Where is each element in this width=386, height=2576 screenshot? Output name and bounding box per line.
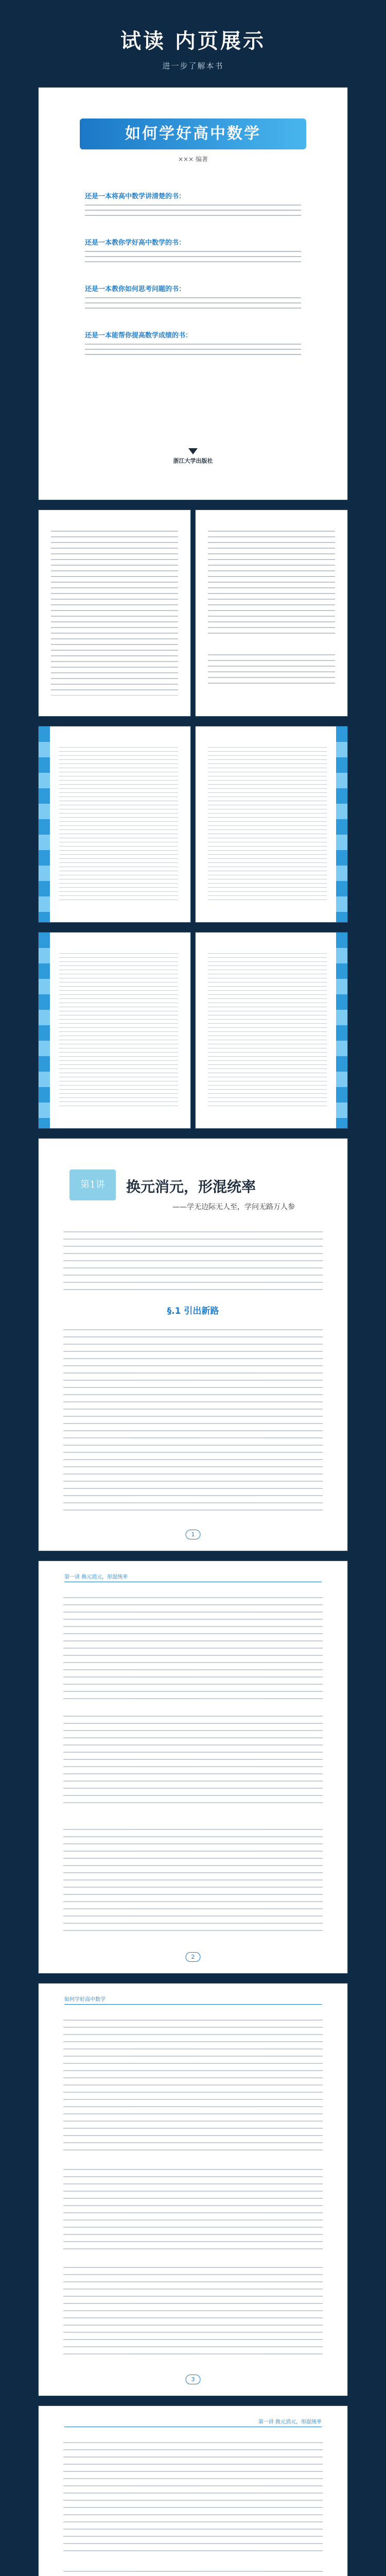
contents-list (208, 953, 327, 1108)
promo-header (0, 0, 386, 82)
cover-item-text (85, 297, 301, 309)
publisher-name: 浙江大学出版社 (173, 457, 213, 464)
cover-item (85, 330, 301, 359)
section-heading: §.1 引出新路 (167, 1306, 219, 1316)
running-head: 第一讲 换元消元，形混统率 (258, 2419, 322, 2425)
content-page (39, 2406, 347, 2576)
contents-list (208, 747, 327, 902)
cover-item-heading: 还是一本教你学好高中数学的书： (85, 239, 186, 247)
chapter-epigraph: ——学无边际无人至，学问无路万人参 (172, 1203, 295, 1211)
content-page (39, 1984, 347, 2396)
book-editor: ××× 编著 (178, 156, 208, 163)
contents-list (59, 953, 178, 1108)
header-title: 试读 内页展示 (120, 29, 266, 53)
cover-item (85, 283, 301, 312)
cover-item-heading: 还是一本将高中数学讲清楚的书： (85, 193, 186, 200)
paragraph-block (63, 1716, 323, 1808)
preface-page-left (39, 510, 190, 716)
contents-list (59, 747, 178, 902)
cover-item-heading: 还是一本教你如何思考问题的书： (85, 285, 186, 293)
paragraph-block (208, 654, 336, 685)
page-number: 3 (186, 2375, 201, 2384)
cover-item-heading: 还是一本能帮你提高数学成绩的书： (85, 332, 192, 340)
paragraph-block (63, 1829, 323, 1932)
paragraph-block (63, 1597, 323, 1700)
cover-item-text (85, 251, 301, 262)
publisher (39, 448, 347, 465)
decorative-stripe (39, 933, 50, 1128)
cover-item-text (85, 205, 301, 216)
paragraph-block (63, 2267, 323, 2354)
contents-page-left (39, 726, 190, 922)
decorative-stripe (336, 933, 347, 1128)
preface-page-right (196, 510, 347, 716)
running-head: 第一讲 换元消元，形混统率 (64, 1574, 128, 1580)
page-number: 2 (186, 1952, 201, 1962)
book-title: 如何学好高中数学 (80, 118, 306, 149)
running-rule (64, 2004, 322, 2005)
paragraph-block (63, 1329, 323, 1515)
publisher-logo-icon (188, 448, 198, 454)
cover-page (39, 88, 347, 500)
paragraph-block (51, 531, 179, 696)
chapter-opening-page (39, 1139, 347, 1551)
header-subtitle: 进一步了解本书 (162, 61, 224, 71)
running-head: 如何学好高中数学 (64, 1997, 106, 2003)
paragraph-block (63, 2442, 323, 2555)
contents-page-right (196, 933, 347, 1128)
paragraph-block (63, 1231, 323, 1293)
cover-item-text (85, 344, 301, 355)
decorative-stripe (39, 726, 50, 922)
paragraph-block (63, 2169, 323, 2251)
contents-page-left (39, 933, 190, 1128)
chapter-badge: 第1讲 (69, 1170, 116, 1200)
paragraph-block (63, 2571, 323, 2576)
paragraph-block (208, 531, 336, 634)
paragraph-block (63, 2020, 323, 2154)
chapter-title: 换元消元，形混统率 (126, 1178, 256, 1195)
cover-item (85, 237, 301, 266)
page-number: 1 (186, 1530, 201, 1539)
cover-item (85, 191, 301, 219)
decorative-stripe (336, 726, 347, 922)
content-page (39, 1561, 347, 1973)
contents-page-right (196, 726, 347, 922)
